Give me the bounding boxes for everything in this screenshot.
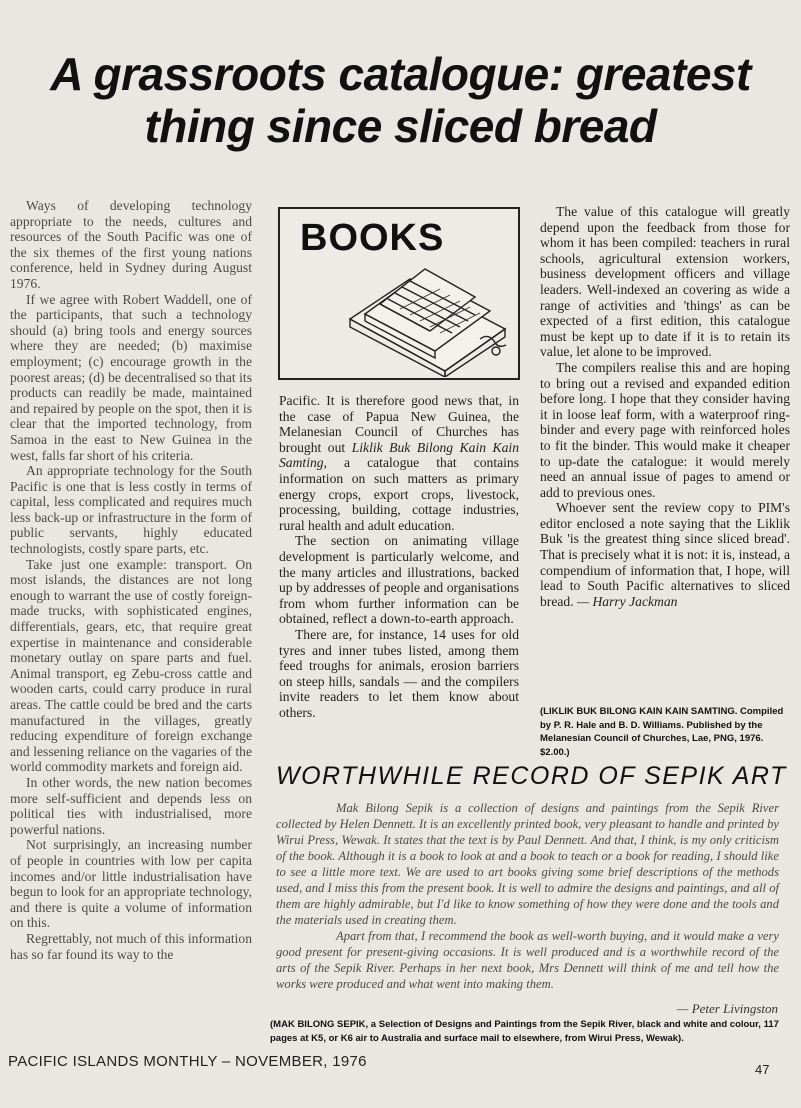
books-title: BOOKS xyxy=(300,217,445,259)
sepik-heading: WORTHWHILE RECORD OF SEPIK ART xyxy=(276,762,787,790)
paragraph: An appropriate technology for the South Pacific is one that is less costly in terms of capital, less complicated and requires much less back-up or infrastructure in the form of public servants, highly educated technologists, costly spare parts, etc. xyxy=(10,463,252,557)
sepik-signature: — Peter Livingston xyxy=(676,1001,778,1016)
page-number: 47 xyxy=(755,1062,770,1077)
paragraph: The compilers realise this and are hoping to bring out a revised and expanded edition before long. I hope that they consider having it in loose leaf form, with a waterproof ring-binder and every page with reinforced holes to fit the binder. This would make it cheaper to up-date the catalogue: it would merely need an annual issue of pages to amend or add to previous ones. xyxy=(540,359,790,500)
paragraph: Ways of developing technology appropriate to the needs, cultures and resources of the South Pacific was one of the six themes of the first young nations conference, held in Sydney during August 1976. xyxy=(10,198,252,291)
paragraph: Mak Bilong Sepik is a collection of designs and paintings from the Sepik River collected by Helen Dennett. It is an excellently printed book, very pleasant to handle and printed by Wirui Press, Wewak. It states that the text is by Paul Dennett. And that, I think, is my only criticism of the book. Although it is a book to look at and a book to teach or a book for reading, I should like to see a little more text. We are used to art books giving some brief descriptions of the methods used, and I miss this from the present book. It is well to admire the designs and paintings, and all of them are highly admirable, but I'd like to know something of how they were done and the tools and the materials used in creating them. xyxy=(276,801,779,927)
stacked-books-illustration xyxy=(340,259,516,377)
paragraph: Whoever sent the review copy to PIM's editor enclosed a note saying that the Liklik Buk 'is the greatest thing since sliced bread'. That is precisely what it is not: it is, instead, a compendium of information that, I hope, will lead to South Pacific alternatives to sliced bread. — Harry Jackman xyxy=(540,500,790,609)
book-title: Liklik Buk Bilong Kain Kain Samting xyxy=(279,439,519,471)
article-column-2 xyxy=(279,393,519,720)
paragraph: The value of this catalogue will greatly depend upon the feedback from those for whom it has been compiled: teachers in rural schools, agricultural extension workers, business development officers and village leaders. Well-indexed an covering as wide a range of activities and 'things' as can be expected of a first edition, this catalogue must be kept up to date if it is to retain its value, let alone to be improved. xyxy=(540,204,790,360)
article-column-3 xyxy=(540,204,790,609)
headline-line-2: thing since sliced bread xyxy=(144,100,657,152)
paragraph: If we agree with Robert Waddell, one of the participants, that such a technology should (a) bring tools and energy sources where they are needed; (b) maximise employment; (c) encourage growth in the poorest areas; (d) be decentralised so that its products can readily be made, maintained and repaired by people on the spot, then it is clear that the imported technology, from Samoa in the east to New Guinea in the west, falls far short of his criteria. xyxy=(10,291,252,463)
paragraph: The section on animating village development is particularly welcome, and the many articles and illustrations, backed up by addresses of people and organisations from whom further information can be obtained, reflect a down-to-earth approach. xyxy=(279,533,519,627)
article-column-1 xyxy=(10,198,252,962)
review-book-details: (LIKLIK BUK BILONG KAIN KAIN SAMTING. Compiled by P. R. Hale and B. D. Williams. Published by the Melanesian Council of Churches, Lae, PNG, 1976. $2.00.) xyxy=(540,706,784,758)
paragraph: Pacific. It is therefore good news that, in the case of Papua New Guinea, the Melanesian Council of Churches has brought out Liklik Buk Bilong Kain Kain Samting, a catalogue that contains information on such matters as primary energy crops, export crops, livestock, processing, building, cottage industries, rural health and adult education. xyxy=(279,393,519,533)
paragraph: Not surprisingly, an increasing number of people in countries with low per capita incomes and/or little industrialisation have begun to look for an appropriate technology, and there is quite a volume of information on this. xyxy=(10,837,252,931)
review-signature: — Harry Jackman xyxy=(577,593,678,609)
books-section-box xyxy=(278,207,520,380)
paragraph: There are, for instance, 14 uses for old tyres and inner tubes listed, among them feed troughs for animals, erosion barriers on steep hills, sandals — and the compilers invite readers to let them know about others. xyxy=(279,626,519,720)
headline-line-1: A grassroots catalogue: greatest xyxy=(50,48,751,100)
paragraph: In other words, the new nation becomes more self-sufficient and depends less on political ties with industrialised, more powerful nations. xyxy=(10,774,252,837)
paragraph: Take just one example: transport. On most islands, the distances are not long enough to warrant the use of costly foreign-made trucks, with sophisticated engines, differentials, gears, etc, that require great expertise in maintenance and considerable monetary outlay on spare parts and fuel. Animal transport, eg Zebu-cross cattle and wooden carts, could carry produce in rural areas. The cattle could be bred and the carts manufactured in the villages, greatly reducing expenditure of foreign exchange and lessening reliance on the vagaries of the world commodity markets and foreign aid. xyxy=(10,556,252,775)
sepik-book-details: (MAK BILONG SEPIK, a Selection of Designs and Paintings from the Sepik River, black and white and colour, 117 pages at K5, or K6 air to Australia and surface mail to elsewhere, from Wirui Press, Wewak). xyxy=(270,1019,779,1044)
headline xyxy=(0,48,801,152)
sepik-review-body xyxy=(276,800,779,992)
paragraph: Regrettably, not much of this information has so far found its way to the xyxy=(10,930,252,962)
publication-footer: PACIFIC ISLANDS MONTHLY – NOVEMBER, 1976 xyxy=(8,1053,367,1070)
paragraph: Apart from that, I recommend the book as well-worth buying, and it would make a very good present for present-giving occasions. It is well produced and is a worthwhile record of the arts of the Sepik River. Perhaps in her next book, Mrs Dennett will think of me and tell how the works were produced and what went into making them. xyxy=(276,929,779,991)
